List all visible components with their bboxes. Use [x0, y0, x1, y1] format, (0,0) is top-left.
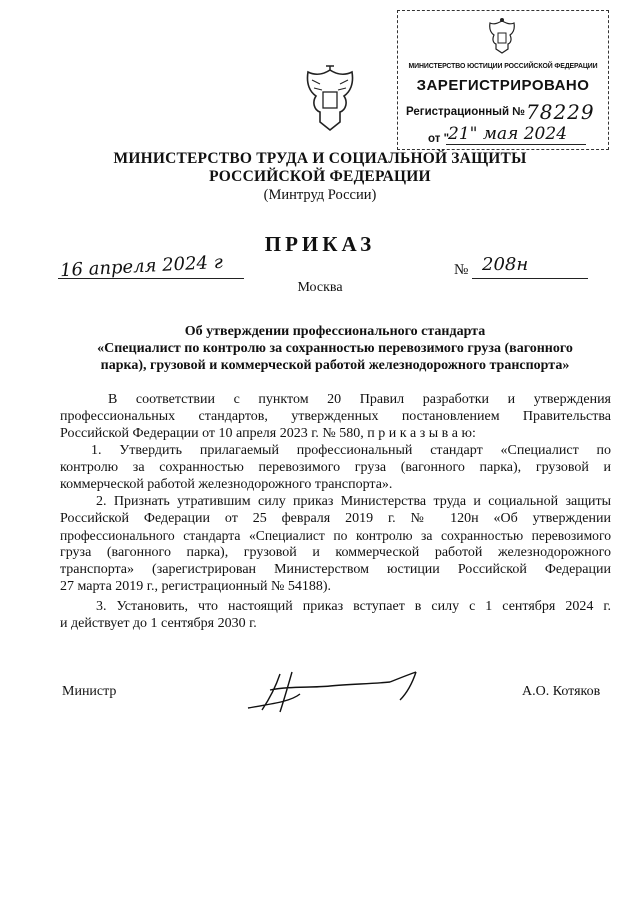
stamp-from-label: от " — [428, 133, 450, 145]
stamp-from-date: 21" мая 2024 — [448, 124, 568, 144]
city: Москва — [297, 280, 343, 295]
coat-of-arms-icon — [484, 17, 520, 57]
double-headed-eagle-icon — [300, 62, 360, 134]
body-line: Российской Федерации от 10 апреля 2023 г. № 580, п р и к а з ы в а ю: — [60, 426, 476, 441]
signatory-name: А.О. Котяков — [522, 684, 601, 699]
handwritten-number: 208н — [482, 254, 529, 275]
stamp-reg-number-label: Регистрационный № — [406, 106, 526, 118]
body-line: 2. Признать утратившим силу приказ Министерства труда и социальной защиты — [96, 494, 611, 509]
handwritten-signature — [240, 664, 430, 716]
ministry-name-line1: МИНИСТЕРСТВО ТРУДА И СОЦИАЛЬНОЙ ЗАЩИТЫ — [113, 150, 527, 167]
signatory-role: Министр — [62, 684, 117, 699]
number-underline — [472, 278, 588, 279]
body-line: профессиональных стандартов, утвержденных постановлением Правительства — [60, 409, 611, 424]
body-line: груза (вагонного парка), грузовой и коммерческой работой железнодорожного — [60, 545, 611, 560]
stamp-registered: ЗАРЕГИСТРИРОВАНО — [416, 77, 590, 94]
body-line: и действует до 1 сентября 2030 г. — [60, 616, 257, 631]
body-line: контролю за сохранностью перевозимого груза (вагонного парка), грузовой и — [60, 460, 611, 475]
order-title-line: парка), грузовой и коммерческой работой железнодорожного транспорта» — [100, 358, 570, 373]
body-line: 27 марта 2019 г., регистрационный № 54188). — [60, 579, 332, 594]
body-line: Российской Федерации от 25 февраля 2019 г. № 120н «Об утверждении — [60, 511, 611, 526]
number-sign: № — [454, 262, 469, 278]
document-type: ПРИКАЗ — [264, 232, 376, 256]
ministry-short-name: (Минтруд России) — [263, 187, 377, 203]
stamp-reg-number: 78229 — [526, 100, 595, 124]
handwritten-date: 16 апреля 2024 г — [59, 251, 224, 282]
registration-stamp — [397, 10, 609, 150]
date-underline — [58, 278, 244, 279]
order-title-line: «Специалист по контролю за сохранностью перевозимого груза (вагонного — [97, 341, 573, 356]
order-title-line: Об утверждении профессионального стандарта — [184, 324, 486, 339]
body-line: профессионального стандарта «Специалист по контролю за сохранностью перевозимого — [60, 528, 611, 543]
body-line: 3. Установить, что настоящий приказ вступает в силу с 1 сентября 2024 г. — [96, 599, 611, 614]
ministry-name-line2: РОССИЙСКОЙ ФЕДЕРАЦИИ — [209, 168, 431, 185]
body-line: коммерческой работой железнодорожного транспорта». — [60, 477, 393, 492]
body-line: В соответствии с пунктом 20 Правил разработки и утверждения — [108, 392, 611, 407]
body-line: транспорта» (зарегистрирован Министерством юстиции Российской Федерации — [60, 562, 611, 577]
stamp-date-line — [446, 144, 586, 145]
stamp-ministry: МИНИСТЕРСТВО ЮСТИЦИИ РОССИЙСКОЙ ФЕДЕРАЦИИ — [408, 61, 598, 70]
body-line: 1. Утвердить прилагаемый профессиональный стандарт «Специалист по — [91, 443, 611, 458]
